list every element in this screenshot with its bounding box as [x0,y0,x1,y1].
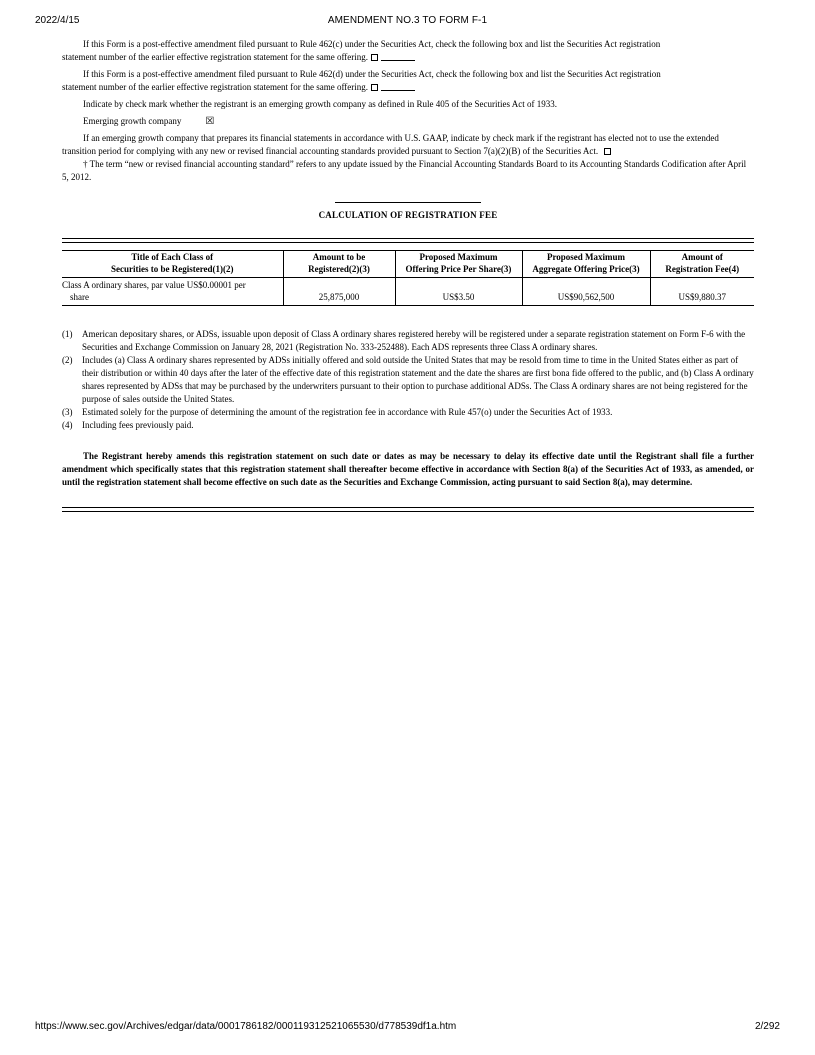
footnotes [62,328,754,432]
transition-period-text: If an emerging growth company that prepares its financial statements in accordance with U.S. GAAP, indicate by check mark if the registrant has elected not to use the extended transition period for complying with any new or revised financial accounting standards provided pursuant to Section 7(a)(2)(B) of the Securities Act. [62,133,719,156]
emerging-growth-question: Indicate by check mark whether the registrant is an emerging growth company as defined in Rule 405 of the Securities Act of 1933. [83,99,557,109]
table-top-rule [62,238,754,239]
document-body [62,38,754,512]
header-aggregate-price: Proposed Maximum Aggregate Offering Price(3) [522,251,650,278]
rule-462d-paragraph [62,68,754,81]
footnote-1: (1) American depositary shares, or ADSs, issuable upon deposit of Class A ordinary shares registered hereby will be registered under a separate registration statement on Form F-6 with the Securities and Exchange Commission on January 28, 2021 (Registration No. 333-252488). Each ADS represents three Class A ordinary shares. [62,329,746,352]
rule-462d-line1: If this Form is a post-effective amendment filed pursuant to Rule 462(d) under the Securities Act, check the following box and list the Securities Act registration [83,69,661,79]
table-header-row [62,251,754,278]
end-rule [62,507,754,508]
rule-462c-line1: If this Form is a post-effective amendment filed pursuant to Rule 462(c) under the Securities Act, check the following box and list the Securities Act registration [83,39,661,49]
table-row [62,278,754,306]
rule-462c-paragraph [62,38,754,51]
cell-price-per-share: US$3.50 [395,278,522,306]
print-date: 2022/4/15 [35,15,80,26]
source-url[interactable]: https://www.sec.gov/Archives/edgar/data/0001786182/000119312521065530/d778539df1a.htm [35,1021,457,1032]
footnote-3: (3) Estimated solely for the purpose of determining the amount of the registration fee in accordance with Rule 457(o) under the Securities Act of 1933. [62,407,613,417]
emerging-growth-checked-icon[interactable]: ☒ [205,116,215,127]
short-separator [335,202,481,203]
rule-462d-line2-wrap [62,81,754,94]
end-rule-2 [62,511,754,512]
rule-462c-line2-wrap [62,51,754,64]
registration-fee-table [62,250,754,306]
table-top-rule-2 [62,242,754,243]
emerging-growth-label: Emerging growth company [83,116,182,126]
header-title-of-class: Title of Each Class of Securities to be Registered(1)(2) [62,251,283,278]
footnote-2: (2) Includes (a) Class A ordinary shares represented by ADSs initially offered and sold outside the United States that may be resold from time to time in the United States either as part of their distribution or within 40 days after the later of the effective date of this registration statement and the date the shares are first bona fide offered to the public, and (b) Class A ordinary shares represented by ADSs that may be purchased by the underwriters pursuant to their option to purchase additional ADSs. The Class A ordinary shares are not being registered for the purpose of sales outside the United States. [62,355,754,404]
emerging-growth-line [62,115,754,128]
page-counter: 2/292 [754,1021,780,1032]
rule-462d-blank [381,90,415,91]
footnote-4: (4) Including fees previously paid. [62,420,194,430]
header-price-per-share: Proposed Maximum Offering Price Per Share(3) [395,251,522,278]
transition-period-paragraph [62,132,754,158]
cell-aggregate-price: US$90,562,500 [522,278,650,306]
accounting-standard-footnote: † The term “new or revised financial accounting standard” refers to any update issued by the Financial Accounting Standards Board to its Accounting Standards Codification after April 5, 2012. [62,159,747,182]
cell-class-title: Class A ordinary shares, par value US$0.00001 per share [62,278,283,306]
rule-462c-blank [381,60,415,61]
transition-period-checkbox[interactable] [604,148,611,155]
cell-registration-fee: US$9,880.37 [650,278,754,306]
header-registration-fee: Amount of Registration Fee(4) [650,251,754,278]
delay-amendment-paragraph: The Registrant hereby amends this registration statement on such date or dates as may be necessary to delay its effective date until the Registrant shall file a further amendment which specifically states that this registration statement shall thereafter become effective in accordance with Section 8(a) of the Securities Act of 1933, as amended, or until the registration statement shall become effective on such date as the Securities and Exchange Commission, acting pursuant to said Section 8(a), may determine. [62,451,754,487]
cell-amount-registered: 25,875,000 [283,278,395,306]
header-amount-registered: Amount to be Registered(2)(3) [283,251,395,278]
document-title: AMENDMENT NO.3 TO FORM F-1 [327,15,488,26]
rule-462d-checkbox[interactable] [371,84,378,91]
rule-462d-line2: statement number of the earlier effective registration statement for the same offering. [62,82,369,92]
fee-section-title: CALCULATION OF REGISTRATION FEE [318,210,498,220]
rule-462c-line2: statement number of the earlier effective registration statement for the same offering. [62,52,369,62]
rule-462c-checkbox[interactable] [371,54,378,61]
